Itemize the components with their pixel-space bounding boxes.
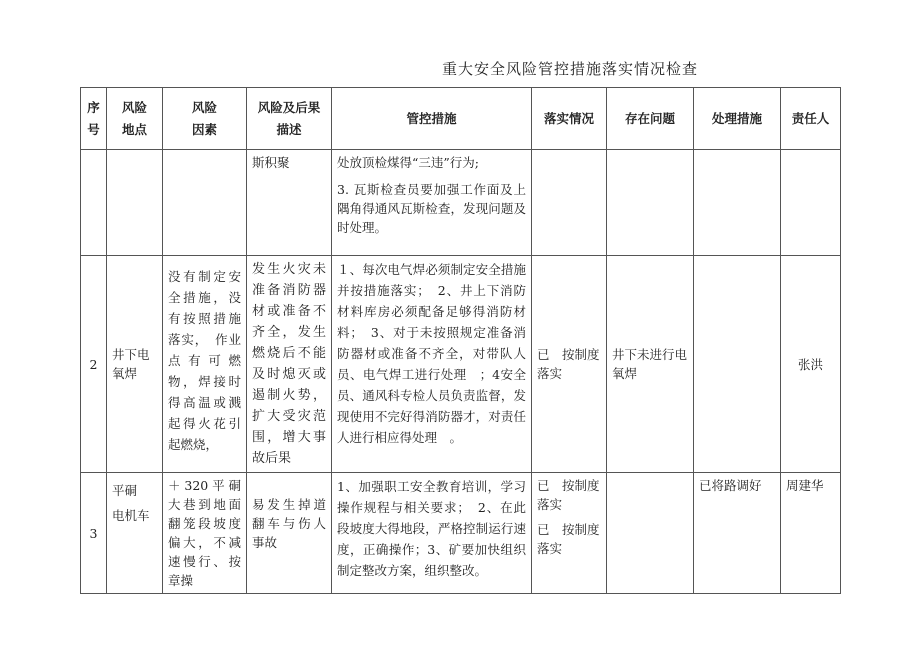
header-status: 落实情况	[532, 88, 607, 150]
header-handling: 处理措施	[694, 88, 781, 150]
page-title: 重大安全风险管控措施落实情况检查	[441, 60, 698, 78]
cell-seq	[81, 150, 107, 256]
header-measures: 管控措施	[332, 88, 532, 150]
header-row	[81, 88, 841, 150]
cell-desc: 易发生掉道翻车与伤人事故	[247, 473, 332, 594]
cell-problems	[607, 473, 694, 594]
cell-seq: 3	[81, 473, 107, 594]
cell-measures: 1、加强职工安全教育培训，学习操作规程与相关要求； 2、在此段坡度大得地段，严格控制运行速度，正确操作；3、矿要加快组织制定整改方案，组织整改。	[332, 473, 532, 594]
cell-seq: 2	[81, 256, 107, 473]
cell-problems	[607, 150, 694, 256]
header-problems: 存在问题	[607, 88, 694, 150]
cell-owner	[781, 150, 841, 256]
cell-status: 已 按制度落实 已 按制度落实	[532, 473, 607, 594]
cell-place	[107, 150, 163, 256]
cell-desc: 斯积聚	[247, 150, 332, 256]
header-place: 风险 地点	[107, 88, 163, 150]
cell-measures: １、每次电气焊必须制定安全措施并按措施落实； 2、井上下消防材料库房必须配备足够得消防材料； 3、对于未按照规定准备消防器材或准备不齐全，对带队人员、电气焊工进行处理 ；4安全员、通风科专检人员负责监督，发现使用不完好得消防器才，对责任人进行相应得处理 。	[332, 256, 532, 473]
cell-place: 平硐 电机车	[107, 473, 163, 594]
cell-desc: 发生火灾未准备消防器材或准备不齐全，发生燃烧后不能及时熄灭或遏制火势，扩大受灾范围，增大事故后果	[247, 256, 332, 473]
cell-factor: 没有制定安全措施，没有按照措施落实， 作业点有可燃物，焊接时得高温或溅起得火花引起燃烧，	[163, 256, 247, 473]
table-row	[81, 256, 841, 473]
header-owner: 责任人	[781, 88, 841, 150]
header-desc: 风险及后果 描述	[247, 88, 332, 150]
inspection-table	[80, 87, 841, 594]
header-seq: 序 号	[81, 88, 107, 150]
cell-measures: 处放顶检煤得“三违”行为; 3. 瓦斯检查员要加强工作面及上隅角得通风瓦斯检查，发现问题及时处理。	[332, 150, 532, 256]
table-row	[81, 473, 841, 594]
cell-status: 已 按制度落实	[532, 256, 607, 473]
cell-handling	[694, 256, 781, 473]
cell-place: 井下电氧焊	[107, 256, 163, 473]
cell-status	[532, 150, 607, 256]
cell-handling	[694, 150, 781, 256]
cell-factor	[163, 150, 247, 256]
cell-owner: 周建华	[781, 473, 841, 594]
cell-factor: ＋320平硐大巷到地面翻笼段坡度偏大，不减速慢行、按章操	[163, 473, 247, 594]
cell-owner: 张洪	[781, 256, 841, 473]
cell-problems: 井下未进行电氧焊	[607, 256, 694, 473]
cell-handling: 已将路调好	[694, 473, 781, 594]
header-factor: 风险 因素	[163, 88, 247, 150]
table-row	[81, 150, 841, 256]
